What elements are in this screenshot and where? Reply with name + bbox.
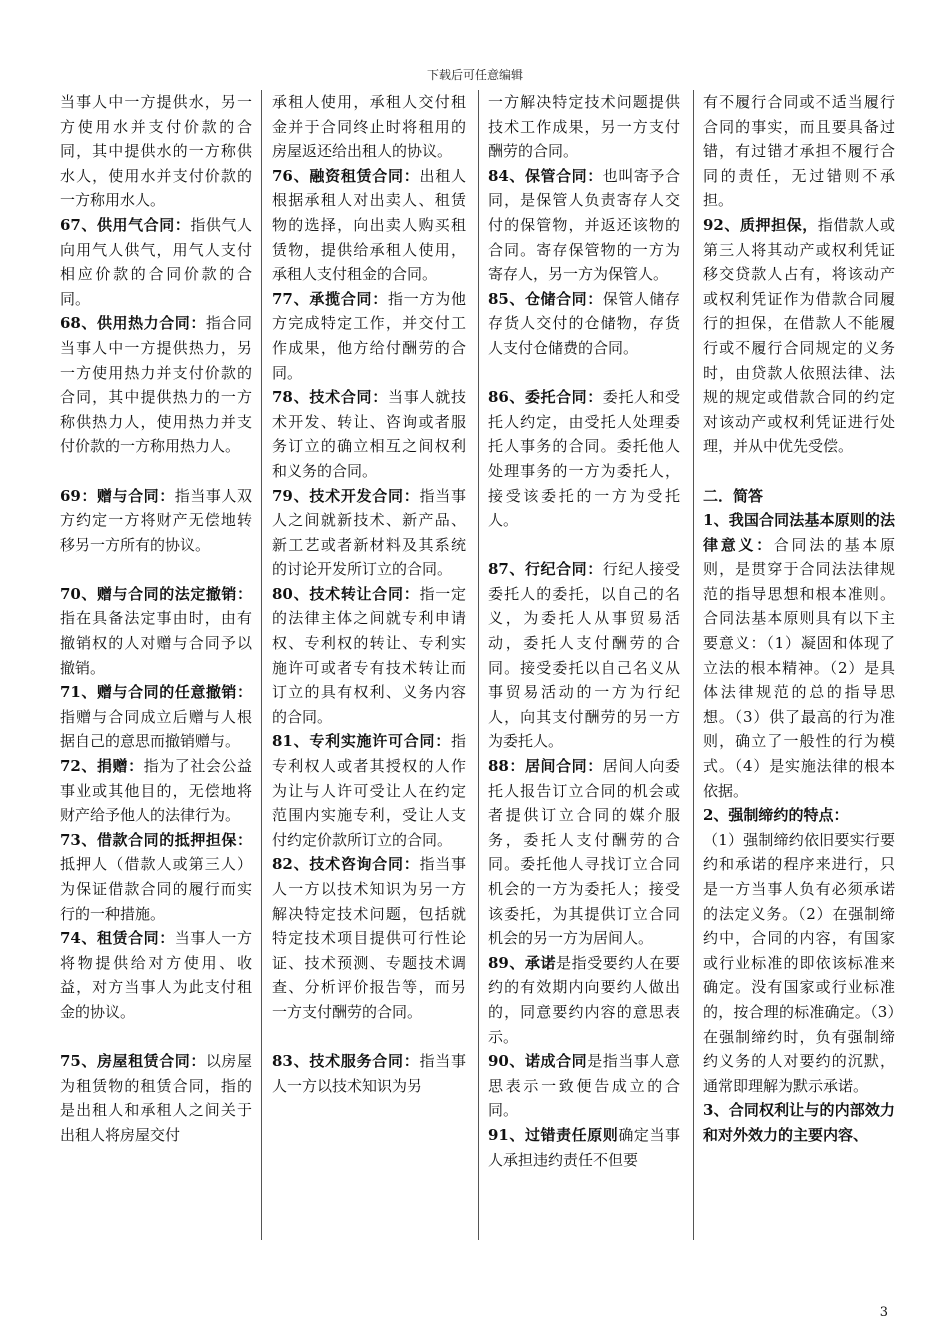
definition-entry: 77、承揽合同：指一方为他方完成特定工作，并交付工作成果，他方给付酬劳的合同。 — [272, 289, 466, 382]
column-divider — [478, 90, 479, 1240]
text-column-1 — [60, 90, 252, 1240]
definition-entry: 87、行纪合同：行纪人接受委托人的委托，以自己的名义，为委托人从事贸易活动，委托人支付酬劳的合同。接受委托以自己名义从事贸易活动的一方为行纪人，向其支付酬劳的另一方为委托人。 — [488, 560, 680, 751]
document-body — [60, 90, 895, 1240]
definition-entry: 当事人中一方提供水，另一方使用水并支付价款的合同，其中提供水的一方称供水人，使用水并支付价款的一方称用水人。 — [60, 93, 252, 210]
definition-entry: 78、技术合同：当事人就技术开发、转让、咨询或者服务订立的确立相互之间权利和义务的合同。 — [272, 388, 466, 480]
definition-entry: 90、诺成合同是指当事人意思表示一致便告成立的合同。 — [488, 1052, 680, 1120]
definition-entry: 79、技术开发合同：指当事人之间就新技术、新产品、新工艺或者新材料及其系统的讨论开发所订立的合同。 — [272, 486, 466, 579]
answer-entry: 1、我国合同法基本原则的法律意义：合同法的基本原则，是贯穿于合同法法律规范的指导思想和根本准则。合同法基本原则具有以下主要意义：（1）凝固和体现了立法的根本精神。（2）是具体法律规范的总的指导思想。（3）供了最高的行为准则，确立了一般性的行为模式。（4）是实施法律的根本依据。 — [703, 511, 895, 800]
definition-entry: 69：赠与合同：指当事人双方约定一方将财产无偿地转移另一方所有的协议。 — [60, 486, 252, 554]
definition-entry: 89、承诺是指受要约人在要约的有效期内向要约人做出的，同意要约内容的意思表示。 — [488, 953, 680, 1046]
definition-entry: 86、委托合同：委托人和受托人约定，由受托人处理委托人事务的合同。委托他人处理事务的一方为委托人，接受该委托的一方为受托人。 — [488, 388, 680, 530]
page-number: 3 — [879, 1305, 888, 1320]
column-divider — [693, 90, 694, 1240]
definition-entry: 75、房屋租赁合同：以房屋为租赁物的租赁合同，指的是出租人和承租人之间关于出租人将房屋交付 — [60, 1052, 252, 1144]
definition-entry: 70、赠与合同的法定撤销：指在具备法定事由时，由有撤销权的人对赠与合同予以撤销。 — [60, 584, 252, 677]
definition-entry: 67、供用气合同：指供气人向用气人供气，用气人支付相应价款的合同价款的合同。 — [60, 215, 252, 308]
definition-entry: 81、专利实施许可合同：指专利权人或者其授权的人作为让与人许可受让人在约定范围内实施专利，受让人支付约定价款所订立的合同。 — [272, 732, 466, 849]
definition-entry: 有不履行合同或不适当履行合同的事实，而且要具备过错，有过错才承担不履行合同的责任，无过错则不承担。 — [703, 93, 895, 210]
answer-entry: 2、强制缔约的特点： — [703, 806, 849, 825]
page-header: 下载后可任意编辑 — [426, 68, 523, 82]
text-column-4 — [703, 90, 895, 1240]
answer-entry: 3、合同权利让与的内部效力和对外效力的主要内容、 — [703, 1101, 895, 1144]
text-column-2 — [272, 90, 466, 1240]
section-heading: 二．简答 — [703, 486, 764, 505]
definition-entry: 一方解决特定技术问题提供技术工作成果，另一方支付酬劳的合同。 — [488, 93, 680, 161]
definition-entry: 84、保管合同：也叫寄予合同，是保管人负责寄存人交付的保管物，并返还该物的合同。寄存保管物的一方为寄存人，另一方为保管人。 — [488, 166, 680, 284]
definition-entry: 83、技术服务合同：指当事人一方以技术知识为另 — [272, 1052, 466, 1095]
definition-entry: 73、借款合同的抵押担保：抵押人（借款人或第三人）为保证借款合同的履行而实行的一种措施。 — [60, 830, 252, 923]
definition-entry: 85、仓储合同：保管人储存存货人交付的仓储物，存货人支付仓储费的合同。 — [488, 289, 680, 357]
definition-entry: 80、技术转让合同：指一定的法律主体之间就专利申请权、专利权的转让、专利实施许可或者专有技术转让而订立的具有权利、义务内容的合同。 — [272, 584, 466, 726]
definition-entry: 88：居间合同：居间人向委托人报告订立合同的机会或者提供订立合同的媒介服务，委托人支付酬劳的合同。委托他人寻找订立合同机会的一方为委托人；接受该委托，为其提供订立合同机会的另一方为居间人。 — [488, 757, 680, 948]
definition-entry: 74、租赁合同：当事人一方将物提供给对方使用、收益，对方当事人为此支付租金的协议。 — [60, 929, 252, 1021]
answer-entry: （1）强制缔约依旧要实行要约和承诺的程序来进行，只是一方当事人负有必须承诺的法定义务。（2）在强制缔约中，合同的内容，有国家或行业标准的即依该标准来确定。没有国家或行业标准的，按合理的标准确定。（3）在强制缔约时，负有强制缔约义务的人对要约的沉默，通常即理解为默示承诺。 — [703, 830, 895, 1095]
definition-entry: 72、捐赠：指为了社会公益事业或其他目的，无偿地将财产给予他人的法律行为。 — [60, 757, 252, 825]
text-column-3 — [488, 90, 680, 1240]
definition-entry: 92、质押担保，指借款人或第三人将其动产或权利凭证移交贷款人占有，将该动产或权利凭证作为借款合同履行的担保，在借款人不能履行或不履行合同规定的义务时，由贷款人依照法律、法规的规定或借款合同的约定对该动产或权利凭证进行处理，并从中优先受偿。 — [703, 215, 895, 456]
definition-entry: 91、过错责任原则确定当事人承担违约责任不但要 — [488, 1125, 680, 1169]
definition-entry: 71、赠与合同的任意撤销：指赠与合同成立后赠与人根据自己的意思而撤销赠与。 — [60, 683, 252, 751]
definition-entry: 82、技术咨询合同：指当事人一方以技术知识为另一方解决特定技术问题，包括就特定技术项目提供可行性论证、技术预测、专题技术调查、分析评价报告等，而另一方支付酬劳的合同。 — [272, 855, 466, 1021]
definition-entry: 68、供用热力合同：指合同当事人中一方提供热力，另一方使用热力并支付价款的合同，其中提供热力的一方称供热力人，使用热力并支付价款的一方称用热力人。 — [60, 314, 252, 456]
definition-entry: 承租人使用，承租人交付租金并于合同终止时将租用的房屋返还给出租人的协议。 — [272, 93, 466, 161]
definition-entry: 76、融资租赁合同：出租人根据承租人对出卖人、租赁物的选择，向出卖人购买租赁物，提供给承租人使用，承租人支付租金的合同。 — [272, 166, 466, 284]
column-divider — [261, 90, 262, 1240]
